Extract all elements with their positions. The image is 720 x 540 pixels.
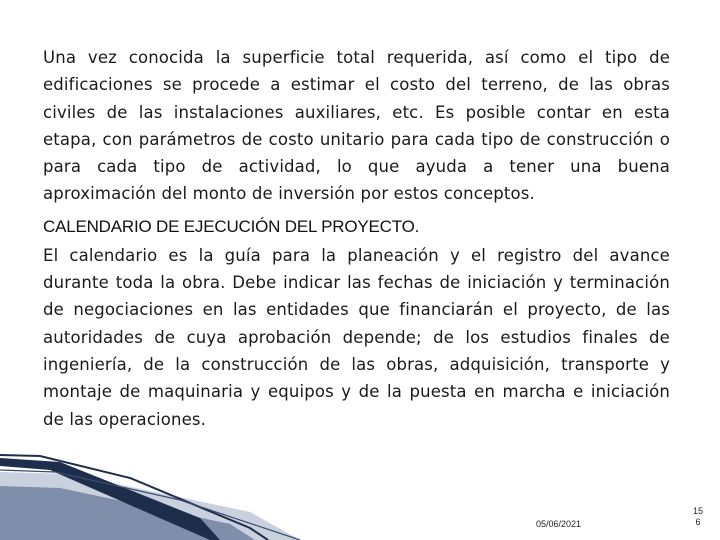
page-number-top: 15 — [692, 506, 703, 516]
corner-swoosh-stroke — [0, 455, 268, 540]
section-heading: CALENDARIO DE EJECUCIÓN DEL PROYECTO. — [43, 216, 420, 236]
page-number — [688, 506, 708, 528]
corner-swoosh-light — [0, 472, 300, 540]
page-number-bottom: 6 — [695, 517, 701, 527]
paragraph-intro: Una vez conocida la superficie total requerida, así como el tipo de edificaciones se procede a estimar el costo del terreno, de las obras civiles de las instalaciones auxiliares, etc. Es posible contar en esta etapa, con parámetros de costo unitario para cada tipo de construcción o para cada tipo de actividad, lo que ayuda a tener una buena aproximación del monto de inversión por estos conceptos. — [43, 48, 670, 204]
slide-body — [43, 44, 670, 433]
corner-swoosh-stroke-2 — [0, 470, 300, 540]
corner-swoosh-dark — [0, 454, 220, 540]
corner-swoosh-mid — [0, 486, 255, 540]
paragraph-calendar: El calendario es la guía para la planeación y el registro del avance durante toda la obra. Debe indicar las fechas de iniciación y terminación de negociaciones en las entidades que financiarán el proyecto, de las autoridades de cuya aprobación depende; de los estudios finales de ingeniería, de la construcción de las obras, adquisición, transporte y montaje de maquinaria y equipos y de la puesta en marcha e iniciación de las operaciones. — [43, 245, 670, 429]
footer-date: 05/06/2021 — [536, 519, 582, 529]
